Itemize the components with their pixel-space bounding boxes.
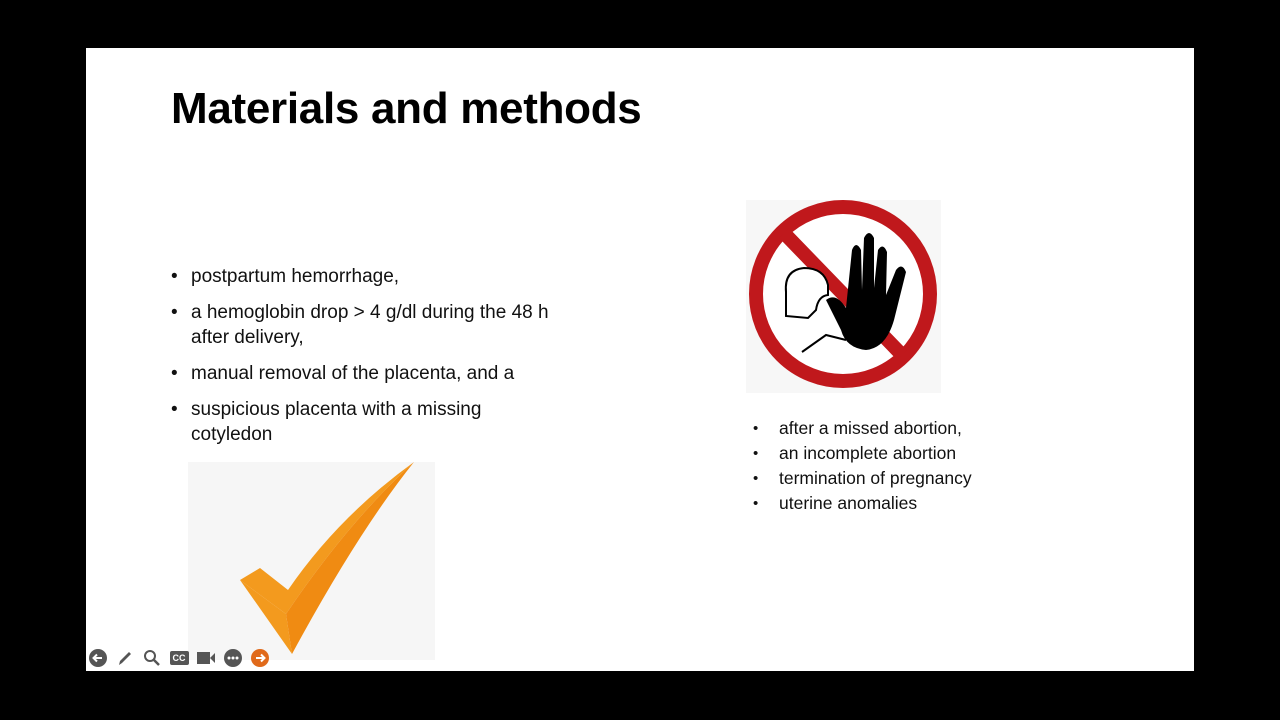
checkmark-image — [188, 462, 435, 660]
captions-button[interactable] — [169, 648, 189, 668]
slide — [86, 48, 1194, 671]
inclusion-list — [171, 264, 591, 458]
camera-icon — [196, 649, 216, 667]
list-item: • after a missed abortion, — [753, 416, 1073, 441]
list-item: • a hemoglobin drop > 4 g/dl during the 48 h after delivery, — [171, 300, 591, 350]
next-slide-button[interactable] — [250, 648, 270, 668]
checkmark-icon — [188, 462, 435, 660]
camera-button[interactable] — [196, 648, 216, 668]
zoom-button[interactable] — [142, 648, 162, 668]
more-icon — [224, 649, 242, 667]
list-item: • manual removal of the placenta, and a — [171, 361, 591, 386]
slide-title: Materials and methods — [171, 84, 642, 133]
presentation-toolbar — [88, 648, 270, 668]
previous-icon — [89, 649, 107, 667]
zoom-icon — [143, 649, 161, 667]
previous-slide-button[interactable] — [88, 648, 108, 668]
exclusion-list — [753, 416, 1073, 516]
next-icon — [251, 649, 269, 667]
captions-icon: CC — [170, 651, 189, 665]
list-item: • uterine anomalies — [753, 491, 1073, 516]
stop-sign-image — [746, 200, 941, 393]
list-item: • termination of pregnancy — [753, 466, 1073, 491]
pen-button[interactable] — [115, 648, 135, 668]
list-item: • postpartum hemorrhage, — [171, 264, 591, 289]
list-item: • an incomplete abortion — [753, 441, 1073, 466]
pen-icon — [116, 649, 134, 667]
more-options-button[interactable] — [223, 648, 243, 668]
list-item: • suspicious placenta with a missing cotyledon — [171, 397, 551, 447]
stop-hand-icon — [746, 200, 941, 393]
